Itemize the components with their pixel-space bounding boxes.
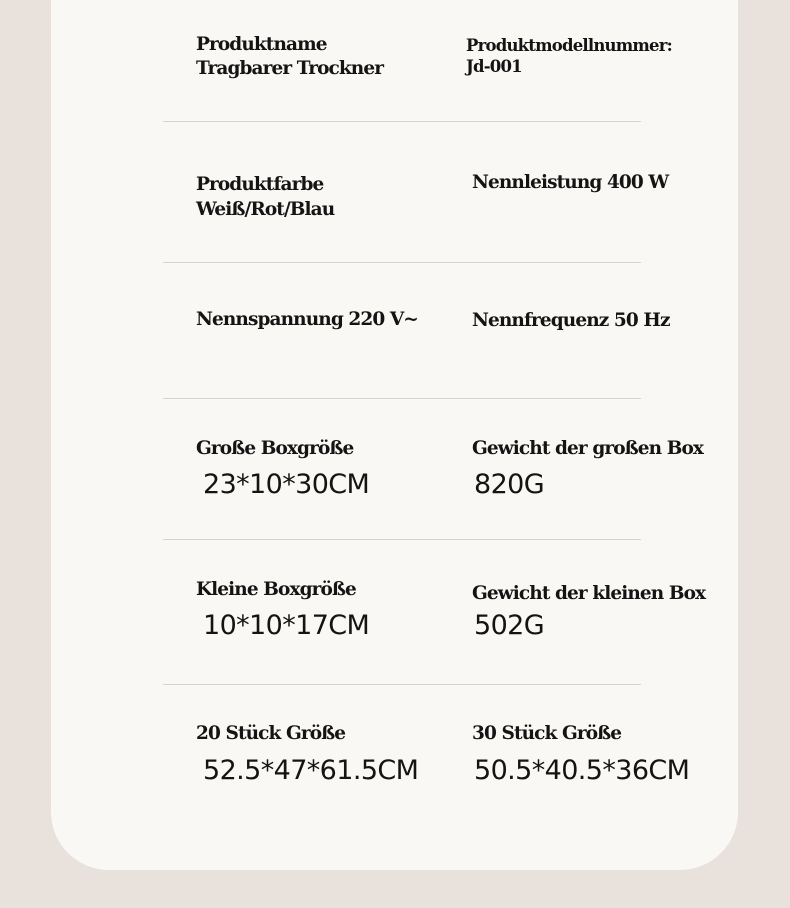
carton-30-size-value: 50.5*40.5*36CM	[474, 755, 690, 786]
small-box-size-label: Kleine Boxgröße	[196, 579, 356, 600]
product-name-value: Tragbarer Trockner	[196, 58, 384, 79]
rated-power-label: Nennleistung 400 W	[472, 172, 669, 193]
divider	[163, 684, 641, 685]
divider	[163, 121, 641, 122]
divider	[163, 262, 641, 263]
small-box-weight-label: Gewicht der kleinen Box	[472, 583, 706, 604]
product-color-value: Weiß/Rot/Blau	[196, 199, 335, 220]
model-number-value: Jd-001	[466, 57, 522, 76]
divider	[163, 539, 641, 540]
large-box-size-value: 23*10*30CM	[203, 469, 370, 500]
large-box-weight-label: Gewicht der großen Box	[472, 438, 704, 459]
small-box-weight-value: 502G	[474, 610, 545, 641]
rated-frequency-label: Nennfrequenz 50 Hz	[472, 310, 670, 331]
product-name-label: Produktname	[196, 34, 327, 55]
large-box-size-label: Große Boxgröße	[196, 438, 354, 459]
divider	[163, 398, 641, 399]
small-box-size-value: 10*10*17CM	[203, 610, 370, 641]
rated-voltage-label: Nennspannung 220 V~	[196, 309, 418, 330]
product-color-label: Produktfarbe	[196, 174, 324, 195]
spec-card	[51, 0, 738, 870]
model-number-label: Produktmodellnummer:	[466, 36, 672, 55]
large-box-weight-value: 820G	[474, 469, 545, 500]
carton-20-size-label: 20 Stück Größe	[196, 723, 346, 744]
carton-20-size-value: 52.5*47*61.5CM	[203, 755, 419, 786]
carton-30-size-label: 30 Stück Größe	[472, 723, 622, 744]
